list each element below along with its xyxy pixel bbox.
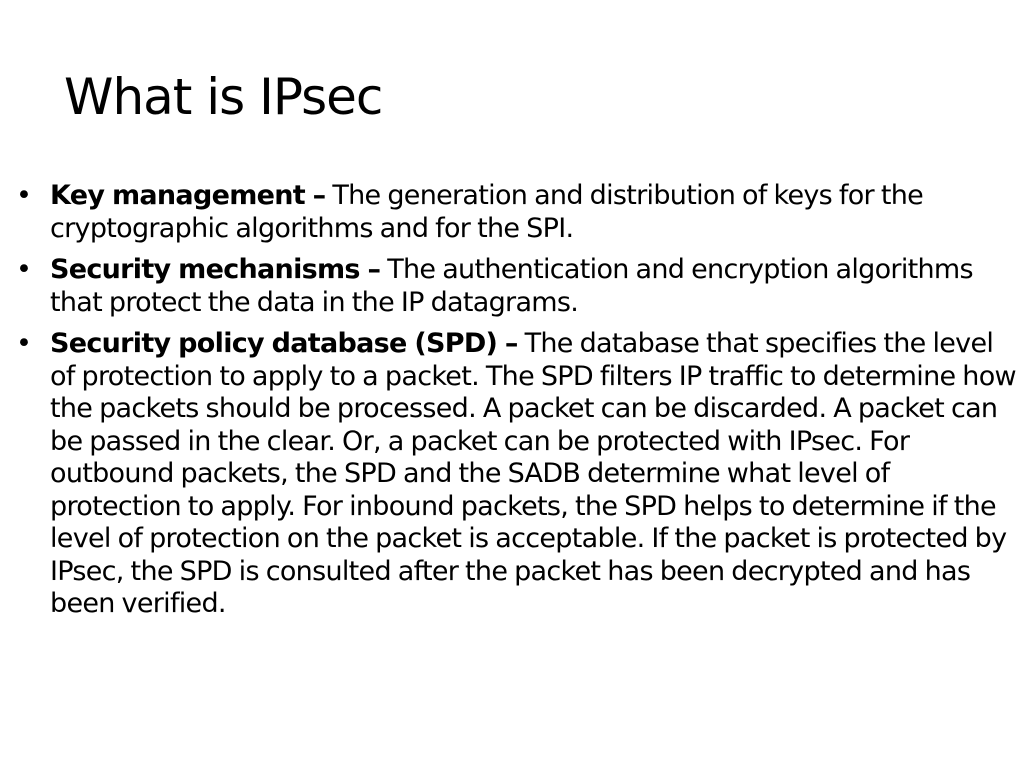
bullet-term: Security mechanisms – <box>50 254 381 285</box>
bullet-term: Security policy database (SPD) – <box>50 328 518 359</box>
slide-title: What is IPsec <box>64 68 383 126</box>
bullet-dot-icon: • <box>16 328 32 359</box>
bullet-text: The authentication and encryption algorithms that protect the data in the IP datagrams. <box>50 254 973 318</box>
bullet-text: The database that specifies the level of protection to apply to a packet. The SPD filters IP traffic to determine how the packets should be processed. A packet can be discarded. A packet can be passed in the clear. Or, a packet can be protected with IPsec. For outbound packets, the SPD and the SADB determine what level of protection to apply. For inbound packets, the SPD helps to determine if the level of protection on the packet is acceptable. If the packet is protected by IPsec, the SPD is consulted after the packet has been decrypted and has been verified. <box>50 328 1016 619</box>
bullet-dot-icon: • <box>16 254 32 285</box>
bullet-key-management <box>16 180 1016 245</box>
bullet-list <box>16 180 1016 630</box>
bullet-text: The generation and distribution of keys for the cryptographic algorithms and for the SPI. <box>50 180 924 244</box>
bullet-dot-icon: • <box>16 180 32 211</box>
bullet-security-mechanisms <box>16 254 1016 319</box>
bullet-term: Key management – <box>50 180 326 211</box>
bullet-security-policy-database <box>16 328 1016 621</box>
